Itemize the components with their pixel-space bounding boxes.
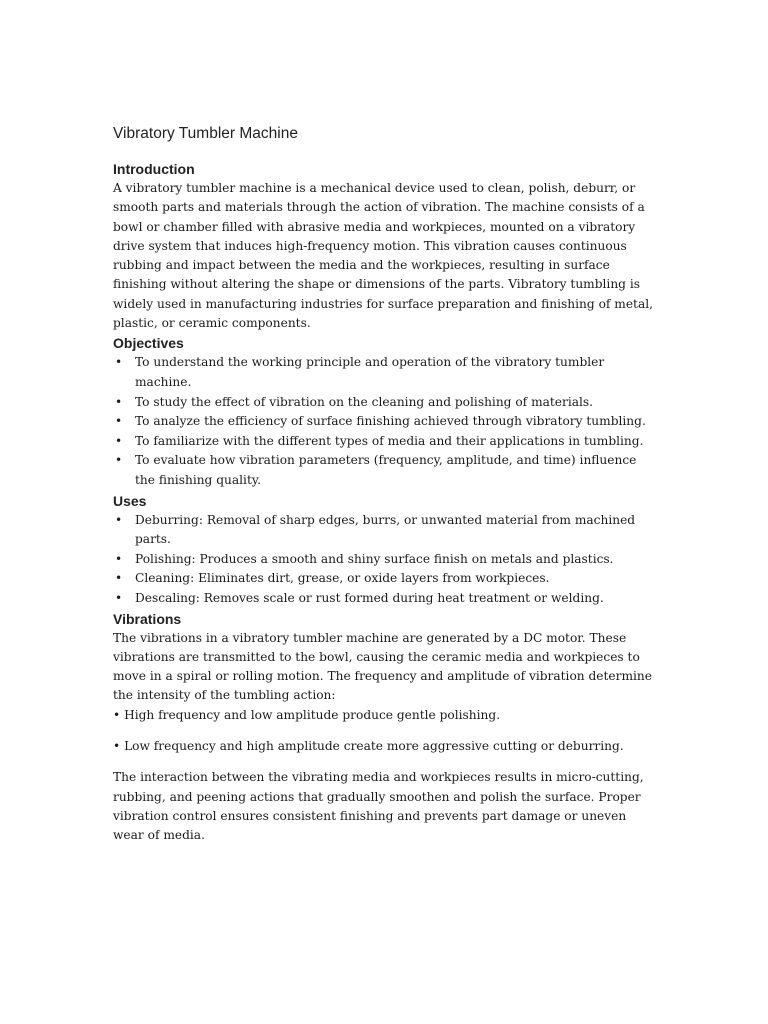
bullet-icon: • xyxy=(115,433,123,448)
use-text: Deburring: Removal of sharp edges, burrs, or unwanted material from machined parts. xyxy=(135,512,636,547)
vibrations-heading: Vibrations xyxy=(113,610,182,627)
bullet-icon: • xyxy=(115,414,123,429)
vibrations-point-2: • Low frequency and high amplitude create more aggressive cutting or deburring. xyxy=(113,738,624,753)
use-text: Polishing: Produces a smooth and shiny surface finish on metals and plastics. xyxy=(135,551,614,566)
objective-item xyxy=(113,393,658,413)
vibrations-paragraph-1: The vibrations in a vibratory tumbler machine are generated by a DC motor. These vibrations are transmitted to the bowl, causing the ceramic media and workpieces to move in a spiral or rolling motion. The frequency and amplitude of vibration determine the intensity of the tumbling action: xyxy=(113,630,652,703)
objective-item xyxy=(113,353,658,392)
bullet-icon: • xyxy=(115,551,123,566)
introduction-paragraph: A vibratory tumbler machine is a mechanical device used to clean, polish, deburr, or smooth parts and materials through the action of vibration. The machine consists of a bowl or chamber filled with abrasive media and workpieces, mounted on a vibratory drive system that induces high-frequency motion. This vibration causes continuous rubbing and impact between the media and the workpieces, resulting in surface finishing without altering the shape or dimensions of the parts. Vibratory tumbling is widely used in manufacturing industries for surface preparation and finishing of metal, plastic, or ceramic components. xyxy=(113,181,653,331)
use-text: Cleaning: Eliminates dirt, grease, or oxide layers from workpieces. xyxy=(135,571,550,586)
document-title: Vibratory Tumbler Machine xyxy=(113,125,298,142)
use-item xyxy=(113,511,658,550)
bullet-icon: • xyxy=(115,512,123,527)
objectives-heading: Objectives xyxy=(113,335,184,352)
objectives-list xyxy=(113,353,658,490)
introduction-heading: Introduction xyxy=(113,161,195,177)
bullet-icon: • xyxy=(115,590,123,605)
objective-item xyxy=(113,451,658,490)
objective-text: To understand the working principle and operation of the vibratory tumbler machine. xyxy=(135,355,605,389)
bullet-icon: • xyxy=(115,453,123,468)
bullet-icon: • xyxy=(115,571,123,586)
objective-item xyxy=(113,412,658,432)
objective-text: To study the effect of vibration on the cleaning and polishing of materials. xyxy=(135,394,594,409)
objective-item xyxy=(113,432,658,452)
use-item xyxy=(113,569,658,589)
objective-text: To analyze the efficiency of surface finishing achieved through vibratory tumbling. xyxy=(135,414,646,429)
objective-text: To familiarize with the different types of media and their applications in tumbling. xyxy=(135,433,644,448)
use-item xyxy=(113,589,658,609)
bullet-icon: • xyxy=(115,355,123,370)
use-text: Descaling: Removes scale or rust formed during heat treatment or welding. xyxy=(135,590,604,605)
uses-heading: Uses xyxy=(113,492,147,509)
vibrations-point-1: • High frequency and low amplitude produce gentle polishing. xyxy=(113,707,501,722)
vibrations-paragraph-2: The interaction between the vibrating media and workpieces results in micro-cutting, rubbing, and peening actions that gradually smoothen and polish the surface. Proper vibration control ensures consistent finishing and prevents part damage or uneven wear of media. xyxy=(113,770,644,843)
bullet-icon: • xyxy=(115,394,123,409)
objective-text: To evaluate how vibration parameters (frequency, amplitude, and time) influence the finishing quality. xyxy=(135,453,637,487)
use-item xyxy=(113,550,658,570)
document-page xyxy=(113,122,658,845)
uses-list xyxy=(113,511,658,609)
